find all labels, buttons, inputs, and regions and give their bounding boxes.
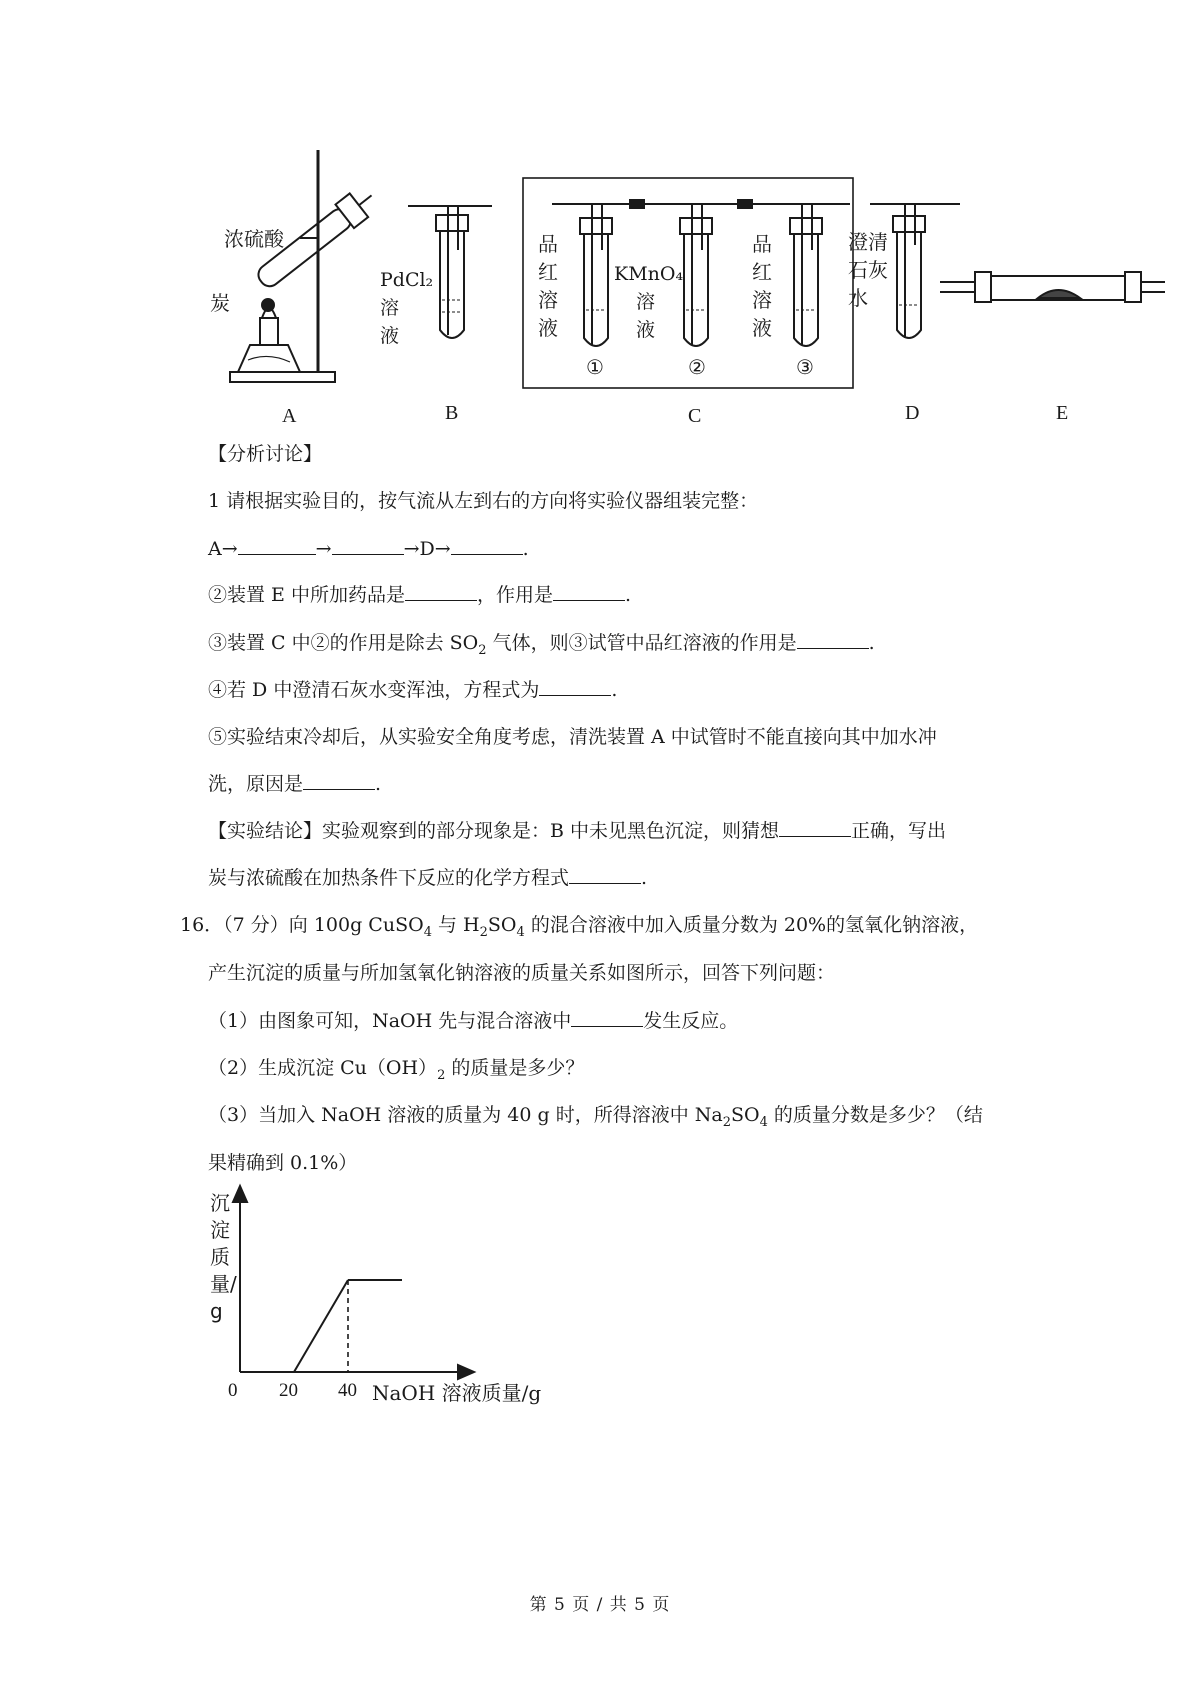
text: （1）由图象可知，NaOH 先与混合溶液中 [208,1010,572,1032]
text: ，作用是 [476,584,553,606]
text: ②装置 E 中所加药品是 [208,584,405,606]
text: 发生反应。 [643,1010,739,1032]
label-c3-line: 红 [752,260,772,284]
q16-part3-line1 [208,1102,983,1128]
text: 【实验结论】实验观察到的部分现象是：B 中未见黑色沉淀，则猜想 [208,820,780,842]
conclusion-line1 [208,818,946,844]
text: 气体，则③试管中品红溶液的作用是 [486,632,797,654]
text: ④若 D 中澄清石灰水变浑浊，方程式为 [208,679,540,701]
tube-c3 [790,204,822,346]
subscript: 4 [423,924,432,940]
y-axis-arrow [233,1186,247,1202]
text: 炭与浓硫酸在加热条件下反应的化学方程式 [208,867,570,889]
figure-label-e: E [1056,402,1069,424]
stand-base [230,372,335,382]
answer-blank [238,536,316,555]
answer-blank [405,582,477,601]
x-axis-arrow [458,1365,474,1379]
text: 正确，写出 [851,820,947,842]
label-c3 [752,230,772,342]
subscript: 2 [722,1114,731,1130]
label-c1-line: 液 [538,316,558,340]
figure-label-b: B [445,402,459,424]
label-c2-line: 溶 [636,291,656,313]
chart-tick-0: 0 [228,1380,238,1401]
text: 16．（7 分）向 100g CuSO [180,914,424,936]
q16-part3-line2: 果精确到 0.1%） [208,1152,358,1174]
label-c2-line: KMnO₄ [614,263,684,285]
question-5-line1: ⑤实验结束冷却后，从实验安全角度考虑，清洗装置 A 中试管时不能直接向其中加水冲 [208,726,937,748]
label-c2-line: 液 [636,319,656,341]
answer-blank [303,771,375,790]
mark-c1: ① [586,355,604,379]
answer-blank [571,1008,643,1027]
mark-c3: ③ [796,355,814,379]
tube-c1 [580,204,612,346]
question-1: 1 请根据实验目的，按气流从左到右的方向将实验仪器组装完整： [208,490,759,512]
answer-blank [779,818,851,837]
text: . [868,632,875,654]
text: . [641,867,648,889]
label-c3-line: 品 [752,232,772,256]
label-d-solution [848,228,888,312]
text: . [611,679,618,701]
label-b-line: PdCl₂ [380,269,434,291]
text: 的质量是多少？ [445,1057,585,1079]
text: . [522,538,529,560]
chart-tick-40: 40 [338,1380,357,1401]
chart-ylabel: 沉淀质量/g [210,1191,237,1323]
mark-c2: ② [688,355,706,379]
text: SO [731,1104,760,1126]
text: . [624,584,632,606]
label-c3-line: 液 [752,316,772,340]
conclusion-line2 [208,865,647,891]
text: 洗，原因是 [208,773,304,795]
text: 与 H [431,914,480,936]
answer-blank [332,536,404,555]
text: （3）当加入 NaOH 溶液的质量为 40 g 时，所得溶液中 Na [208,1104,723,1126]
label-c1-line: 红 [538,260,558,284]
subscript: 4 [516,924,525,940]
label-d-line: 水 [848,286,868,310]
chart-xlabel: NaOH 溶液质量/g [372,1381,542,1405]
page-footer: 第 5 页 / 共 5 页 [529,1595,671,1615]
question-3 [208,630,875,656]
figure-label-a: A [282,405,297,427]
q16-line1 [180,912,978,938]
tube-c2 [680,204,712,346]
subscript: 2 [437,1067,446,1083]
q16-line2: 产生沉淀的质量与所加氢氧化钠溶液的质量关系如图所示，回答下列问题： [208,962,836,984]
series-segment [294,1280,348,1372]
figure-label-c: C [688,405,702,427]
label-c3-line: 溶 [752,288,772,312]
label-b-line: 液 [380,325,400,347]
label-carbon: 炭 [210,291,230,315]
subscript: 2 [478,642,487,658]
text: → [315,538,332,560]
text: （2）生成沉淀 Cu（OH） [208,1057,438,1079]
text: 的混合溶液中加入质量分数为 20%的氢氧化钠溶液， [524,914,979,936]
question-2 [208,582,631,608]
q16-part2 [208,1055,584,1081]
label-b-solution [380,266,433,350]
figure-label-d: D [905,402,920,424]
question-4 [208,677,617,703]
answer-blank [451,536,523,555]
answer-blank [797,630,869,649]
text: 的质量分数是多少？（结 [767,1104,983,1126]
tube-e [940,272,1165,302]
answer-blank [539,677,611,696]
answer-blank [553,582,625,601]
text: ③装置 C 中②的作用是除去 SO [208,632,479,654]
subscript: 2 [479,924,488,940]
discussion-heading: 【分析讨论】 [208,443,323,465]
text: →D→ [403,538,451,560]
label-b-line: 溶 [380,297,400,319]
alcohol-lamp [238,345,300,372]
label-c2 [614,260,683,344]
label-conc-acid: 浓硫酸 [224,227,284,251]
label-c1-line: 品 [538,232,558,256]
text: A→ [208,538,238,560]
answer-blank [569,865,641,884]
label-c1-line: 溶 [538,288,558,312]
text: . [375,773,382,795]
label-c1 [538,230,558,342]
subscript: 4 [759,1114,768,1130]
q16-part1 [208,1008,738,1034]
label-d-line: 石灰 [848,258,888,282]
chart-tick-20: 20 [279,1380,298,1401]
text: SO [487,914,517,936]
question-1-answer [208,536,529,562]
question-5-line2 [208,771,381,797]
label-d-line: 澄清 [848,230,888,254]
